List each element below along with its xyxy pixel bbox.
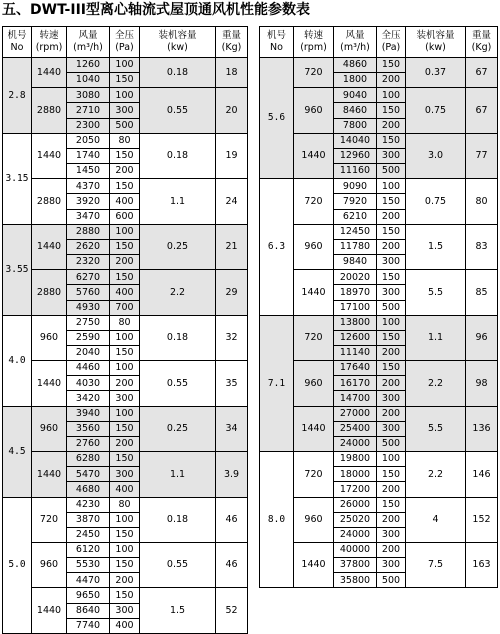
pressure-cell: 200 — [110, 255, 140, 270]
table-row — [3, 224, 248, 239]
header-speed: 转速 (rpm) — [294, 27, 334, 58]
weight-cell: 96 — [466, 315, 498, 360]
airflow-cell: 35800 — [334, 573, 377, 588]
speed-cell: 1440 — [294, 406, 334, 451]
airflow-cell: 17100 — [334, 300, 377, 315]
pressure-cell: 300 — [377, 285, 406, 300]
pressure-cell: 200 — [377, 73, 406, 88]
header-row — [260, 27, 498, 58]
header-weight: 重量 (Kg) — [216, 27, 248, 58]
model-cell: 2.8 — [3, 58, 32, 134]
table-row — [260, 543, 498, 558]
header-power: 装机容量 (kw) — [406, 27, 466, 58]
pressure-cell: 150 — [377, 270, 406, 285]
airflow-cell: 4030 — [67, 376, 110, 391]
airflow-cell: 17640 — [334, 361, 377, 376]
pressure-cell: 700 — [110, 300, 140, 315]
airflow-cell: 14700 — [334, 391, 377, 406]
airflow-cell: 24000 — [334, 527, 377, 542]
airflow-cell: 24000 — [334, 436, 377, 451]
airflow-cell: 4370 — [67, 179, 110, 194]
weight-cell: 18 — [216, 58, 248, 88]
airflow-cell: 5530 — [67, 558, 110, 573]
pressure-cell: 100 — [377, 88, 406, 103]
airflow-cell: 1800 — [334, 73, 377, 88]
power-cell: 1.5 — [406, 224, 466, 269]
power-cell: 0.55 — [140, 361, 216, 406]
weight-cell: 21 — [216, 224, 248, 269]
weight-cell: 67 — [466, 88, 498, 133]
airflow-cell: 4470 — [67, 573, 110, 588]
power-cell: 0.25 — [140, 224, 216, 269]
model-cell: 4.5 — [3, 406, 32, 497]
pressure-cell: 200 — [110, 573, 140, 588]
pressure-cell: 150 — [377, 330, 406, 345]
airflow-cell: 2320 — [67, 255, 110, 270]
weight-cell: 34 — [216, 406, 248, 451]
speed-cell: 2880 — [32, 88, 67, 133]
table-row — [3, 179, 248, 194]
airflow-cell: 3870 — [67, 512, 110, 527]
pressure-cell: 400 — [110, 618, 140, 633]
power-cell: 0.55 — [140, 543, 216, 588]
weight-cell: 46 — [216, 497, 248, 542]
header-pressure: 全压 (Pa) — [110, 27, 140, 58]
power-cell: 2.2 — [140, 270, 216, 315]
power-cell: 0.37 — [406, 58, 466, 88]
pressure-cell: 300 — [377, 391, 406, 406]
pressure-cell: 500 — [377, 300, 406, 315]
speed-cell: 960 — [294, 497, 334, 542]
power-cell: 0.75 — [406, 179, 466, 224]
table-row — [3, 361, 248, 376]
pressure-cell: 100 — [110, 224, 140, 239]
speed-cell: 720 — [294, 315, 334, 360]
table-row — [3, 452, 248, 467]
pressure-cell: 300 — [110, 391, 140, 406]
weight-cell: 146 — [466, 452, 498, 497]
power-cell: 2.2 — [406, 452, 466, 497]
power-cell: 5.5 — [406, 406, 466, 451]
weight-cell: 24 — [216, 179, 248, 224]
table-row — [3, 270, 248, 285]
pressure-cell: 600 — [110, 209, 140, 224]
speed-cell: 720 — [32, 497, 67, 542]
pressure-cell: 150 — [110, 527, 140, 542]
pressure-cell: 200 — [377, 376, 406, 391]
pressure-cell: 300 — [377, 527, 406, 542]
weight-cell: 29 — [216, 270, 248, 315]
pressure-cell: 150 — [110, 345, 140, 360]
pressure-cell: 150 — [110, 270, 140, 285]
power-cell: 1.1 — [140, 179, 216, 224]
airflow-cell: 2590 — [67, 330, 110, 345]
weight-cell: 163 — [466, 543, 498, 588]
airflow-cell: 7740 — [67, 618, 110, 633]
pressure-cell: 500 — [377, 573, 406, 588]
header-speed: 转速 (rpm) — [32, 27, 67, 58]
weight-cell: 85 — [466, 270, 498, 315]
airflow-cell: 6210 — [334, 209, 377, 224]
pressure-cell: 200 — [377, 118, 406, 133]
table-row — [260, 58, 498, 73]
pressure-cell: 100 — [110, 361, 140, 376]
weight-cell: 77 — [466, 133, 498, 178]
table-row — [260, 88, 498, 103]
airflow-cell: 1040 — [67, 73, 110, 88]
airflow-cell: 3560 — [67, 421, 110, 436]
pressure-cell: 300 — [110, 603, 140, 618]
speed-cell: 1440 — [32, 452, 67, 497]
header-airflow: 风量 (m³/h) — [67, 27, 110, 58]
pressure-cell: 200 — [110, 436, 140, 451]
pressure-cell: 150 — [377, 194, 406, 209]
airflow-cell: 25400 — [334, 421, 377, 436]
model-cell: 6.3 — [260, 179, 294, 315]
power-cell: 5.5 — [406, 270, 466, 315]
pressure-cell: 150 — [110, 421, 140, 436]
airflow-cell: 1740 — [67, 148, 110, 163]
pressure-cell: 200 — [377, 209, 406, 224]
model-cell: 4.0 — [3, 315, 32, 406]
pressure-cell: 150 — [377, 361, 406, 376]
table-row — [260, 133, 498, 148]
table-row — [3, 315, 248, 330]
power-cell: 4 — [406, 497, 466, 542]
table-row — [3, 543, 248, 558]
pressure-cell: 300 — [377, 421, 406, 436]
table-row — [260, 497, 498, 512]
pressure-cell: 400 — [110, 194, 140, 209]
weight-cell: 3.9 — [216, 452, 248, 497]
pressure-cell: 150 — [110, 588, 140, 603]
airflow-cell: 1450 — [67, 164, 110, 179]
speed-cell: 960 — [294, 88, 334, 133]
table-row — [260, 179, 498, 194]
airflow-cell: 40000 — [334, 543, 377, 558]
pressure-cell: 100 — [377, 315, 406, 330]
weight-cell: 98 — [466, 361, 498, 406]
table-row — [3, 588, 248, 603]
speed-cell: 1440 — [32, 224, 67, 269]
airflow-cell: 4230 — [67, 497, 110, 512]
pressure-cell: 300 — [377, 148, 406, 163]
power-cell: 0.18 — [140, 315, 216, 360]
pressure-cell: 200 — [377, 543, 406, 558]
weight-cell: 52 — [216, 588, 248, 633]
pressure-cell: 300 — [110, 467, 140, 482]
power-cell: 0.25 — [140, 406, 216, 451]
speed-cell: 2880 — [32, 270, 67, 315]
airflow-cell: 2880 — [67, 224, 110, 239]
pressure-cell: 150 — [110, 148, 140, 163]
table-row — [260, 361, 498, 376]
weight-cell: 80 — [466, 179, 498, 224]
speed-cell: 960 — [32, 406, 67, 451]
pressure-cell: 150 — [377, 467, 406, 482]
pressure-cell: 100 — [377, 179, 406, 194]
header-pressure: 全压 (Pa) — [377, 27, 406, 58]
airflow-cell: 2710 — [67, 103, 110, 118]
power-cell: 7.5 — [406, 543, 466, 588]
speed-cell: 720 — [294, 452, 334, 497]
pressure-cell: 200 — [377, 406, 406, 421]
weight-cell: 136 — [466, 406, 498, 451]
airflow-cell: 2750 — [67, 315, 110, 330]
airflow-cell: 8460 — [334, 103, 377, 118]
pressure-cell: 150 — [377, 133, 406, 148]
pressure-cell: 150 — [377, 497, 406, 512]
weight-cell: 19 — [216, 133, 248, 178]
table-row — [260, 270, 498, 285]
pressure-cell: 150 — [110, 558, 140, 573]
airflow-cell: 18000 — [334, 467, 377, 482]
speed-cell: 720 — [294, 179, 334, 224]
pressure-cell: 100 — [110, 543, 140, 558]
pressure-cell: 150 — [110, 179, 140, 194]
airflow-cell: 1260 — [67, 58, 110, 73]
pressure-cell: 500 — [110, 118, 140, 133]
pressure-cell: 100 — [110, 512, 140, 527]
airflow-cell: 27000 — [334, 406, 377, 421]
airflow-cell: 6270 — [67, 270, 110, 285]
airflow-cell: 16170 — [334, 376, 377, 391]
table-row — [3, 497, 248, 512]
speed-cell: 960 — [32, 315, 67, 360]
model-cell: 5.0 — [3, 497, 32, 633]
airflow-cell: 2040 — [67, 345, 110, 360]
weight-cell: 20 — [216, 88, 248, 133]
airflow-cell: 11140 — [334, 345, 377, 360]
airflow-cell: 2450 — [67, 527, 110, 542]
pressure-cell: 200 — [377, 512, 406, 527]
airflow-cell: 3940 — [67, 406, 110, 421]
power-cell: 0.18 — [140, 58, 216, 88]
airflow-cell: 4460 — [67, 361, 110, 376]
table-row — [260, 406, 498, 421]
airflow-cell: 13800 — [334, 315, 377, 330]
pressure-cell: 500 — [377, 436, 406, 451]
speed-cell: 960 — [294, 361, 334, 406]
airflow-cell: 4860 — [334, 58, 377, 73]
airflow-cell: 17200 — [334, 482, 377, 497]
speed-cell: 1440 — [32, 58, 67, 88]
speed-cell: 1440 — [32, 133, 67, 178]
speed-cell: 960 — [294, 224, 334, 269]
airflow-cell: 6120 — [67, 543, 110, 558]
airflow-cell: 3420 — [67, 391, 110, 406]
table-row — [3, 58, 248, 73]
table-row — [3, 133, 248, 148]
pressure-cell: 100 — [377, 452, 406, 467]
speed-cell: 1440 — [32, 361, 67, 406]
model-cell: 8.0 — [260, 452, 294, 588]
model-cell: 7.1 — [260, 315, 294, 451]
airflow-cell: 3080 — [67, 88, 110, 103]
pressure-cell: 150 — [110, 452, 140, 467]
pressure-cell: 80 — [110, 497, 140, 512]
pressure-cell: 150 — [377, 58, 406, 73]
header-weight: 重量 (Kg) — [466, 27, 498, 58]
header-model: 机号 No — [260, 27, 294, 58]
speed-cell: 1440 — [294, 133, 334, 178]
airflow-cell: 12960 — [334, 148, 377, 163]
pressure-cell: 100 — [110, 58, 140, 73]
pressure-cell: 100 — [110, 330, 140, 345]
header-model: 机号 No — [3, 27, 32, 58]
speed-cell: 1440 — [294, 543, 334, 588]
pressure-cell: 200 — [110, 376, 140, 391]
pressure-cell: 400 — [110, 482, 140, 497]
performance-table-left — [2, 26, 248, 634]
speed-cell: 1440 — [294, 270, 334, 315]
pressure-cell: 200 — [110, 164, 140, 179]
pressure-cell: 150 — [377, 224, 406, 239]
airflow-cell: 5470 — [67, 467, 110, 482]
speed-cell: 720 — [294, 58, 334, 88]
airflow-cell: 37800 — [334, 558, 377, 573]
airflow-cell: 3470 — [67, 209, 110, 224]
header-row — [3, 27, 248, 58]
pressure-cell: 150 — [110, 73, 140, 88]
power-cell: 3.0 — [406, 133, 466, 178]
page-title: 五、DWT-III型离心轴流式屋顶通风机性能参数表 — [2, 2, 310, 18]
weight-cell: 67 — [466, 58, 498, 88]
airflow-cell: 12600 — [334, 330, 377, 345]
weight-cell: 35 — [216, 361, 248, 406]
airflow-cell: 5760 — [67, 285, 110, 300]
power-cell: 0.75 — [406, 88, 466, 133]
pressure-cell: 300 — [377, 255, 406, 270]
power-cell: 0.18 — [140, 497, 216, 542]
speed-cell: 960 — [32, 543, 67, 588]
power-cell: 0.18 — [140, 133, 216, 178]
power-cell: 2.2 — [406, 361, 466, 406]
table-row — [3, 406, 248, 421]
airflow-cell: 9090 — [334, 179, 377, 194]
speed-cell: 2880 — [32, 179, 67, 224]
pressure-cell: 100 — [110, 88, 140, 103]
pressure-cell: 200 — [377, 345, 406, 360]
airflow-cell: 12450 — [334, 224, 377, 239]
airflow-cell: 11160 — [334, 164, 377, 179]
pressure-cell: 100 — [110, 406, 140, 421]
airflow-cell: 20020 — [334, 270, 377, 285]
table-row — [260, 452, 498, 467]
header-power: 装机容量 (kw) — [140, 27, 216, 58]
weight-cell: 152 — [466, 497, 498, 542]
model-cell: 3.55 — [3, 224, 32, 315]
airflow-cell: 26000 — [334, 497, 377, 512]
table-row — [3, 88, 248, 103]
weight-cell: 83 — [466, 224, 498, 269]
airflow-cell: 4930 — [67, 300, 110, 315]
airflow-cell: 9840 — [334, 255, 377, 270]
airflow-cell: 2620 — [67, 239, 110, 254]
pressure-cell: 300 — [377, 558, 406, 573]
airflow-cell: 8640 — [67, 603, 110, 618]
pressure-cell: 200 — [377, 239, 406, 254]
airflow-cell: 2300 — [67, 118, 110, 133]
pressure-cell: 80 — [110, 315, 140, 330]
airflow-cell: 19800 — [334, 452, 377, 467]
weight-cell: 32 — [216, 315, 248, 360]
airflow-cell: 6280 — [67, 452, 110, 467]
model-cell: 5.6 — [260, 58, 294, 179]
airflow-cell: 25020 — [334, 512, 377, 527]
airflow-cell: 14040 — [334, 133, 377, 148]
pressure-cell: 500 — [377, 164, 406, 179]
weight-cell: 46 — [216, 543, 248, 588]
power-cell: 1.5 — [140, 588, 216, 633]
airflow-cell: 9040 — [334, 88, 377, 103]
pressure-cell: 150 — [377, 103, 406, 118]
power-cell: 1.1 — [406, 315, 466, 360]
airflow-cell: 11780 — [334, 239, 377, 254]
performance-table-right — [259, 26, 498, 588]
airflow-cell: 9650 — [67, 588, 110, 603]
airflow-cell: 18970 — [334, 285, 377, 300]
pressure-cell: 400 — [110, 285, 140, 300]
pressure-cell: 300 — [110, 103, 140, 118]
header-airflow: 风量 (m³/h) — [334, 27, 377, 58]
airflow-cell: 4680 — [67, 482, 110, 497]
airflow-cell: 3920 — [67, 194, 110, 209]
table-row — [260, 315, 498, 330]
model-cell: 3.15 — [3, 133, 32, 224]
pressure-cell: 150 — [110, 239, 140, 254]
power-cell: 1.1 — [140, 452, 216, 497]
pressure-cell: 80 — [110, 133, 140, 148]
pressure-cell: 200 — [377, 482, 406, 497]
table-row — [260, 224, 498, 239]
airflow-cell: 7920 — [334, 194, 377, 209]
airflow-cell: 2760 — [67, 436, 110, 451]
airflow-cell: 2050 — [67, 133, 110, 148]
power-cell: 0.55 — [140, 88, 216, 133]
speed-cell: 1440 — [32, 588, 67, 633]
airflow-cell: 7800 — [334, 118, 377, 133]
